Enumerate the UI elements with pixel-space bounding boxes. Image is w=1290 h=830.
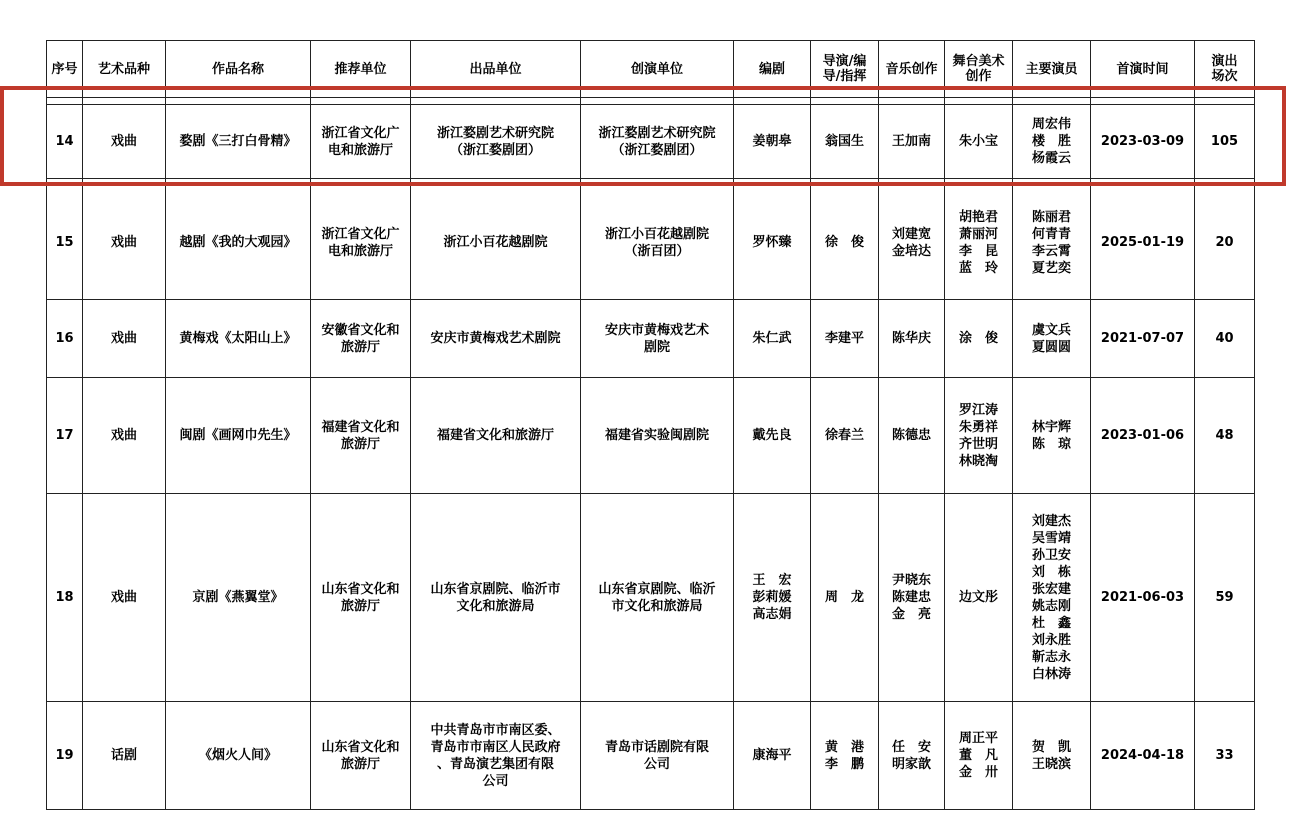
cell-stage: 周正平 董 凡 金 卅 bbox=[945, 702, 1013, 810]
cell-premiere: 2023-01-06 bbox=[1091, 378, 1195, 494]
cell-music: 王加南 bbox=[879, 105, 945, 179]
header-no: 序号 bbox=[47, 41, 83, 98]
cell-no: 19 bbox=[47, 702, 83, 810]
header-producer: 出品单位 bbox=[411, 41, 581, 98]
header-premiere: 首演时间 bbox=[1091, 41, 1195, 98]
cell-producer: 中共青岛市市南区委、 青岛市市南区人民政府 、青岛演艺集团有限 公司 bbox=[411, 702, 581, 810]
cell-producer: 浙江小百花越剧院 bbox=[411, 186, 581, 300]
cell-recommender: 安徽省文化和 旅游厅 bbox=[311, 300, 411, 378]
header-actors: 主要演员 bbox=[1013, 41, 1091, 98]
cell-title: 《烟火人间》 bbox=[166, 702, 311, 810]
cell-stage: 罗江涛 朱勇祥 齐世明 林晓淘 bbox=[945, 378, 1013, 494]
cell-actors: 林宇辉 陈 琼 bbox=[1013, 378, 1091, 494]
cell-producer: 浙江婺剧艺术研究院 （浙江婺剧团） bbox=[411, 105, 581, 179]
cell-creator: 浙江小百花越剧院 （浙百团） bbox=[581, 186, 734, 300]
header-writer: 编剧 bbox=[734, 41, 811, 98]
cell-actors: 刘建杰 吴雪靖 孙卫安 刘 栋 张宏建 姚志刚 杜 鑫 刘永胜 靳志永 白林涛 bbox=[1013, 494, 1091, 702]
cell-title: 京剧《燕翼堂》 bbox=[166, 494, 311, 702]
cell-shows: 33 bbox=[1195, 702, 1255, 810]
cell-writer: 姜朝皋 bbox=[734, 105, 811, 179]
cell-director: 李建平 bbox=[811, 300, 879, 378]
cell-type: 戏曲 bbox=[83, 300, 166, 378]
cell-writer: 罗怀臻 bbox=[734, 186, 811, 300]
cell-director: 黄 港 李 鹏 bbox=[811, 702, 879, 810]
table-row bbox=[47, 186, 1255, 300]
cell-title: 婺剧《三打白骨精》 bbox=[166, 105, 311, 179]
cell-type: 戏曲 bbox=[83, 186, 166, 300]
cell-premiere: 2024-04-18 bbox=[1091, 702, 1195, 810]
cell-type: 话剧 bbox=[83, 702, 166, 810]
table-row bbox=[47, 105, 1255, 179]
cell-music: 任 安 明家歆 bbox=[879, 702, 945, 810]
cell-producer: 山东省京剧院、临沂市 文化和旅游局 bbox=[411, 494, 581, 702]
table-row bbox=[47, 300, 1255, 378]
cell-creator: 福建省实验闽剧院 bbox=[581, 378, 734, 494]
cell-stage: 朱小宝 bbox=[945, 105, 1013, 179]
cell-actors: 陈丽君 何青青 李云霄 夏艺奕 bbox=[1013, 186, 1091, 300]
cell-stage: 胡艳君 萧丽河 李 昆 蓝 玲 bbox=[945, 186, 1013, 300]
cell-actors: 虞文兵 夏圆圆 bbox=[1013, 300, 1091, 378]
cell-writer: 王 宏 彭莉媛 高志娟 bbox=[734, 494, 811, 702]
cell-creator: 山东省京剧院、临沂 市文化和旅游局 bbox=[581, 494, 734, 702]
cell-type: 戏曲 bbox=[83, 378, 166, 494]
cell-stage: 涂 俊 bbox=[945, 300, 1013, 378]
cell-premiere: 2025-01-19 bbox=[1091, 186, 1195, 300]
cell-shows: 59 bbox=[1195, 494, 1255, 702]
header-title: 作品名称 bbox=[166, 41, 311, 98]
cell-shows: 40 bbox=[1195, 300, 1255, 378]
cell-writer: 戴先良 bbox=[734, 378, 811, 494]
cell-creator: 浙江婺剧艺术研究院 （浙江婺剧团） bbox=[581, 105, 734, 179]
cell-recommender: 浙江省文化广 电和旅游厅 bbox=[311, 186, 411, 300]
cell-director: 周 龙 bbox=[811, 494, 879, 702]
cell-premiere: 2021-07-07 bbox=[1091, 300, 1195, 378]
cell-recommender: 浙江省文化广 电和旅游厅 bbox=[311, 105, 411, 179]
cell-producer: 安庆市黄梅戏艺术剧院 bbox=[411, 300, 581, 378]
header-shows: 演出 场次 bbox=[1195, 41, 1255, 98]
header-stage: 舞台美术 创作 bbox=[945, 41, 1013, 98]
cell-title: 闽剧《画网巾先生》 bbox=[166, 378, 311, 494]
cell-title: 越剧《我的大观园》 bbox=[166, 186, 311, 300]
header-type: 艺术品种 bbox=[83, 41, 166, 98]
cell-premiere: 2023-03-09 bbox=[1091, 105, 1195, 179]
cell-recommender: 山东省文化和 旅游厅 bbox=[311, 702, 411, 810]
cell-shows: 20 bbox=[1195, 186, 1255, 300]
cell-director: 翁国生 bbox=[811, 105, 879, 179]
cell-recommender: 山东省文化和 旅游厅 bbox=[311, 494, 411, 702]
table-row bbox=[47, 494, 1255, 702]
cell-writer: 康海平 bbox=[734, 702, 811, 810]
cell-no: 16 bbox=[47, 300, 83, 378]
cell-music: 陈华庆 bbox=[879, 300, 945, 378]
header-row bbox=[47, 41, 1255, 98]
cell-shows: 48 bbox=[1195, 378, 1255, 494]
cell-stage: 边文彤 bbox=[945, 494, 1013, 702]
cell-actors: 贺 凯 王晓滨 bbox=[1013, 702, 1091, 810]
table-row bbox=[47, 378, 1255, 494]
cell-director: 徐春兰 bbox=[811, 378, 879, 494]
cell-type: 戏曲 bbox=[83, 494, 166, 702]
cell-producer: 福建省文化和旅游厅 bbox=[411, 378, 581, 494]
cell-shows: 105 bbox=[1195, 105, 1255, 179]
cell-no: 17 bbox=[47, 378, 83, 494]
cell-music: 尹晓东 陈建忠 金 亮 bbox=[879, 494, 945, 702]
program-table bbox=[46, 40, 1255, 810]
cell-title: 黄梅戏《太阳山上》 bbox=[166, 300, 311, 378]
cell-music: 刘建宽 金培达 bbox=[879, 186, 945, 300]
cell-no: 15 bbox=[47, 186, 83, 300]
spacer-row bbox=[47, 98, 1255, 105]
cell-type: 戏曲 bbox=[83, 105, 166, 179]
cell-music: 陈德忠 bbox=[879, 378, 945, 494]
cell-no: 14 bbox=[47, 105, 83, 179]
cell-director: 徐 俊 bbox=[811, 186, 879, 300]
cell-writer: 朱仁武 bbox=[734, 300, 811, 378]
table-row bbox=[47, 702, 1255, 810]
cell-creator: 安庆市黄梅戏艺术 剧院 bbox=[581, 300, 734, 378]
cell-creator: 青岛市话剧院有限 公司 bbox=[581, 702, 734, 810]
header-recommender: 推荐单位 bbox=[311, 41, 411, 98]
cell-actors: 周宏伟 楼 胜 杨霞云 bbox=[1013, 105, 1091, 179]
spacer-row bbox=[47, 179, 1255, 186]
cell-recommender: 福建省文化和 旅游厅 bbox=[311, 378, 411, 494]
header-director: 导演/编 导/指挥 bbox=[811, 41, 879, 98]
cell-no: 18 bbox=[47, 494, 83, 702]
header-creator: 创演单位 bbox=[581, 41, 734, 98]
header-music: 音乐创作 bbox=[879, 41, 945, 98]
cell-premiere: 2021-06-03 bbox=[1091, 494, 1195, 702]
